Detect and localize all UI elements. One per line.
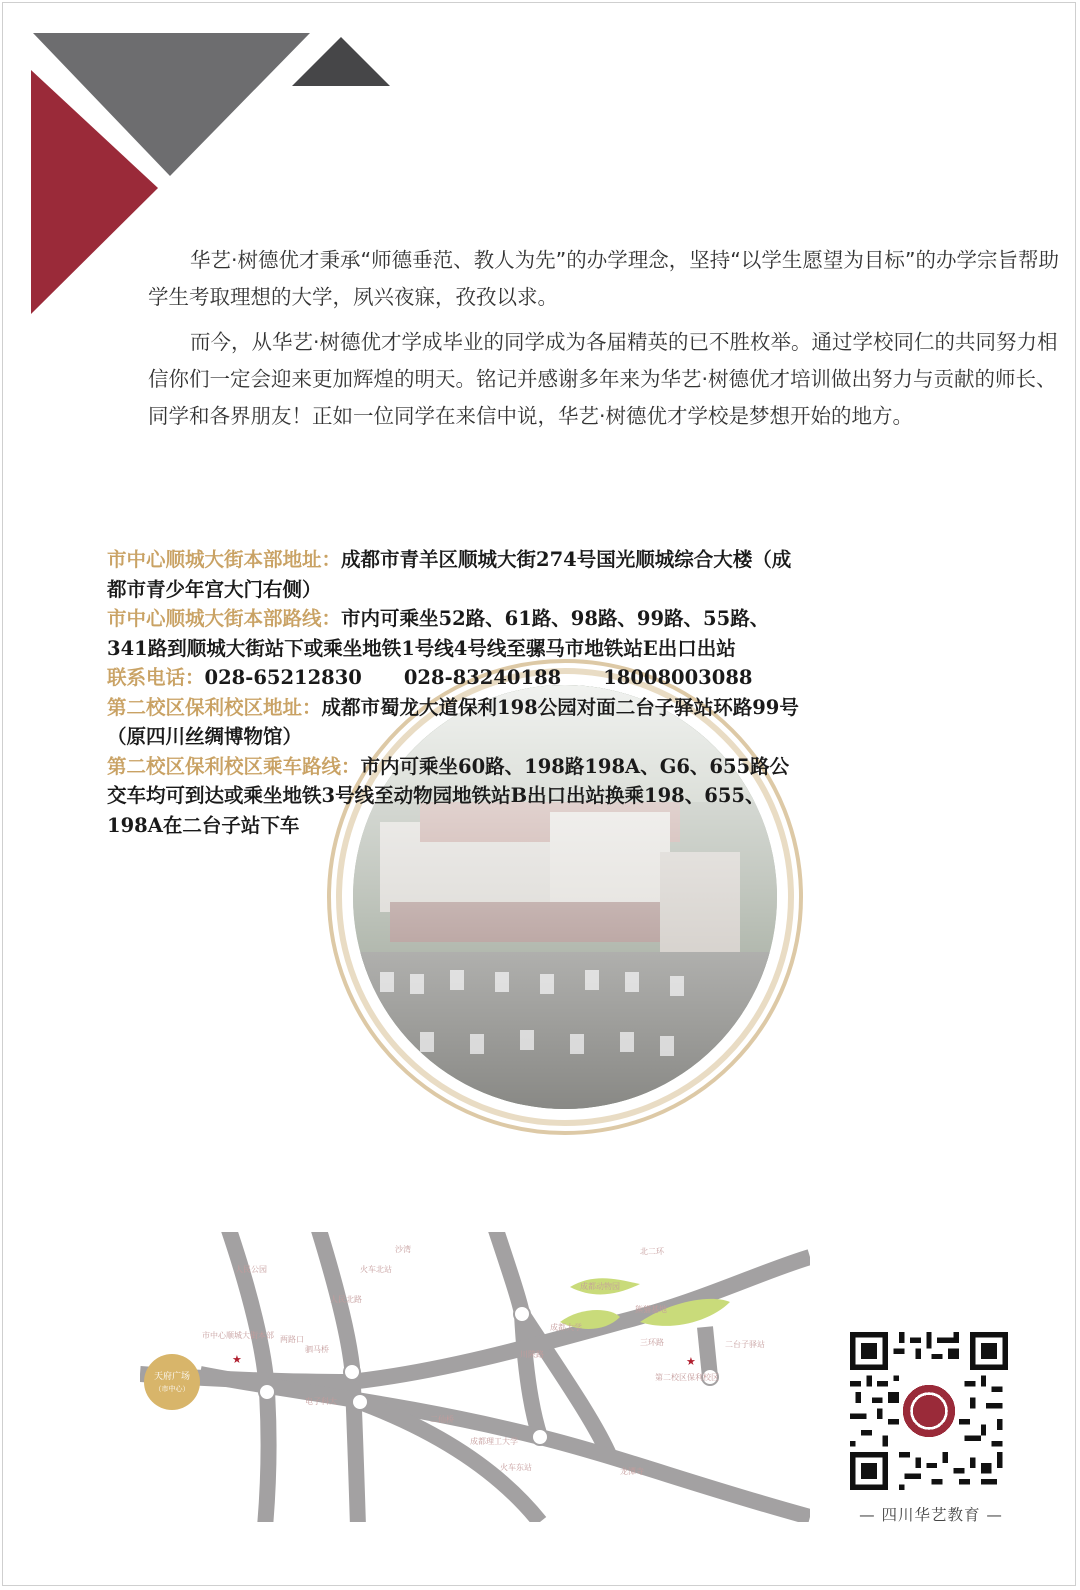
- intro-paragraph-2: 而今，从华艺·树德优才学成毕业的同学成为各届精英的已不胜枚举。通过学校同仁的共同努力相信你们一定会迎来更加辉煌的明天。铭记并感谢多年来为华艺·树德优才培训做出努力与贡献的师长、同学和各界朋友！正如一位同学在来信中说，华艺·树德优才学校是梦想开始的地方。: [148, 330, 1058, 428]
- route-main-label: 市中心顺城大街本部路线：: [107, 607, 342, 630]
- map-label-place-3: 两路口: [280, 1335, 304, 1344]
- map-label-place-10: 川陕路: [520, 1350, 544, 1359]
- map-label-place-8: 三环路: [640, 1338, 664, 1347]
- school1-star-icon: ★: [232, 1353, 242, 1366]
- route-main-value: 市内可乘坐52路、61路、98路、99路、55路、341路到顺城大街站下或乘坐地铁1号线4号线至骡马市地铁站E出口出站: [107, 607, 770, 660]
- map-center-label: 天府广场: [153, 1372, 191, 1382]
- location-map: [140, 1232, 810, 1522]
- school2-star-icon: ★: [686, 1355, 696, 1368]
- map-label-place-17: 人民公园: [235, 1265, 267, 1274]
- map-center-badge: [144, 1354, 200, 1410]
- qr-code[interactable]: [850, 1332, 1008, 1490]
- map-label-place-12: 电子科大: [305, 1397, 337, 1406]
- map-label-place-16: 沙湾: [395, 1245, 411, 1254]
- intro-text: [148, 242, 1068, 443]
- intro-paragraph-1: 华艺·树德优才秉承“师德垂范、教人为先”的办学理念，坚持“以学生愿望为目标”的办学宗旨帮助学生考取理想的大学，夙兴夜寐，孜孜以求。: [148, 248, 1059, 309]
- phones-row: [107, 663, 802, 693]
- map-label-place-15: 龙潭寺: [620, 1467, 644, 1476]
- map-label-place-11: 成都理工大学: [470, 1437, 518, 1446]
- phone-1[interactable]: 028-65212830: [204, 666, 362, 689]
- map-label-place-6: 熊猫基地: [635, 1305, 667, 1314]
- qr-caption: — 四川华艺教育 —: [859, 1506, 1003, 1524]
- map-label-place-5: 成都动物园: [580, 1282, 620, 1291]
- route-second-label: 第二校区保利校区乘车路线：: [107, 754, 361, 778]
- phone-2[interactable]: 028-83240188: [403, 666, 562, 689]
- map-label-place-14: 火车东站: [500, 1463, 532, 1472]
- map-label-place-13: 二仙桥: [430, 1415, 454, 1424]
- address-main: [107, 545, 802, 604]
- map-label-school1: 市中心顺城大街本部: [202, 1331, 274, 1340]
- map-label-place-1: 火车北站: [360, 1265, 392, 1274]
- map-label-place-7: 成都大学: [550, 1323, 582, 1332]
- route-main: [107, 604, 802, 663]
- map-label-school2: 第二校区保利校区: [655, 1373, 719, 1382]
- address-second: [107, 693, 802, 752]
- address-second-value: 成都市蜀龙大道保利198公园对面二台子驿站环路99号（原四川丝绸博物馆）: [107, 695, 799, 748]
- dark-triangle: [292, 37, 390, 86]
- phone-3[interactable]: 18008003088: [603, 666, 753, 689]
- route-second: [107, 752, 802, 841]
- address-main-label: 市中心顺城大街本部地址：: [107, 548, 342, 571]
- phone-label: 联系电话：: [107, 666, 205, 689]
- route-second-value: 市内可乘坐60路、198路198A、G6、655路公交车均可到达或乘坐地铁3号线至动物园地铁站B出口出站换乘198、655、198A在二台子站下车: [107, 754, 790, 837]
- address-second-label: 第二校区保利校区地址：: [107, 695, 322, 719]
- map-center-sub: （市中心）: [154, 1385, 190, 1393]
- map-label-place-4: 驷马桥: [305, 1345, 329, 1354]
- contact-info: [107, 545, 802, 840]
- map-label-place-2: 人民北路: [330, 1295, 362, 1304]
- address-main-value: 成都市青羊区顺城大街274号国光顺城综合大楼（成都市青少年宫大门右侧）: [107, 548, 792, 601]
- map-label-place-9: 二台子驿站: [725, 1340, 765, 1349]
- map-label-place-18: 北二环: [640, 1247, 664, 1256]
